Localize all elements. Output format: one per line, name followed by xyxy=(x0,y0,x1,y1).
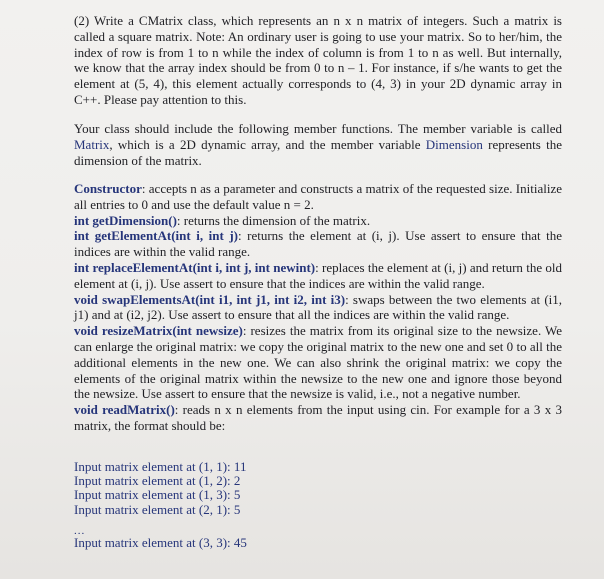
function-getelementat xyxy=(74,228,562,260)
function-signature: int getElementAt(int i, int j) xyxy=(74,228,238,244)
input-example-line: Input matrix element at (1, 1): 11 xyxy=(74,459,247,474)
function-signature: int replaceElementAt(int i, int j, int newint) xyxy=(74,259,316,275)
function-readmatrix xyxy=(74,402,562,434)
function-signature: int getDimension() xyxy=(74,212,177,228)
function-description: : resizes the matrix from its original size to the newsize. We can enlarge the original matrix: we copy the original matrix to the new one and set 0 to all the additional elements in the new one. We can also shrink the original matrix: we copy the elements of the original matrix within the newsize to the new one and ignore those beyond the newsize. Use assert to ensure that the newsize is valid, i.e., not a negative number. xyxy=(74,323,562,402)
members-text-b: , which is a 2D dynamic array, and the member variable xyxy=(109,136,426,152)
input-example-line: Input matrix element at (2, 1): 5 xyxy=(74,501,241,517)
function-description: : accepts n as a parameter and constructs a matrix of the requested size. Initialize all entries to 0 and use the default value n = 2. xyxy=(74,181,562,212)
input-example-ellipsis: ... xyxy=(74,524,86,537)
member-dimension: Dimension xyxy=(425,136,483,152)
function-description: : reads n x n elements from the input using cin. For example for a 3 x 3 matrix, the format should be: xyxy=(74,402,562,433)
members-text-c: represents the dimension of the matrix. xyxy=(74,136,562,168)
members-paragraph xyxy=(74,121,562,168)
function-signature: void resizeMatrix(int newsize) xyxy=(74,323,243,339)
function-description: : swaps between the two elements at (i1, j1) and at (i2, j2). Use assert to ensure that all the indices are within the valid range. xyxy=(74,291,563,323)
function-swapelementsat xyxy=(74,292,562,324)
input-example-last-line: Input matrix element at (3, 3): 45 xyxy=(74,534,247,550)
function-replaceelementat xyxy=(74,260,562,292)
function-description: : returns the dimension of the matrix. xyxy=(176,212,371,228)
input-example-block xyxy=(74,460,374,550)
member-matrix: Matrix xyxy=(74,136,110,152)
function-description: : returns the element at (i, j). Use assert to ensure that the indices are within the valid range. xyxy=(74,228,562,260)
members-text-a: Your class should include the following member functions. The member variable is called xyxy=(74,121,562,136)
function-signature: void swapElementsAt(int i1, int j1, int i2, int i3) xyxy=(74,291,346,307)
function-signature: Constructor xyxy=(74,181,142,196)
function-description: : replaces the element at (i, j) and return the old element at (i, j). Use assert to ensure that the indices are within the valid range. xyxy=(74,259,562,291)
function-list xyxy=(74,181,562,434)
function-resizematrix xyxy=(74,323,562,402)
intro-paragraph: (2) Write a CMatrix class, which represents an n x n matrix of integers. Such a matrix is called a square matrix. Note: An ordinary user is going to use your matrix. So to her/him, the index of row is from 1 to n while the index of column is from 1 to n as well. But internally, we know that the array index should be from 0 to n – 1. For instance, if s/he wants to get the element at (5, 4), this element actually corresponds to (4, 3) in your 2D dynamic array in C++. Please pay attention to this. xyxy=(74,13,562,107)
input-example-line: Input matrix element at (1, 2): 2 xyxy=(74,473,241,489)
function-signature: void readMatrix() xyxy=(74,402,175,418)
function-constructor xyxy=(74,181,562,213)
input-example-line: Input matrix element at (1, 3): 5 xyxy=(74,487,241,503)
function-getdimension xyxy=(74,213,562,229)
